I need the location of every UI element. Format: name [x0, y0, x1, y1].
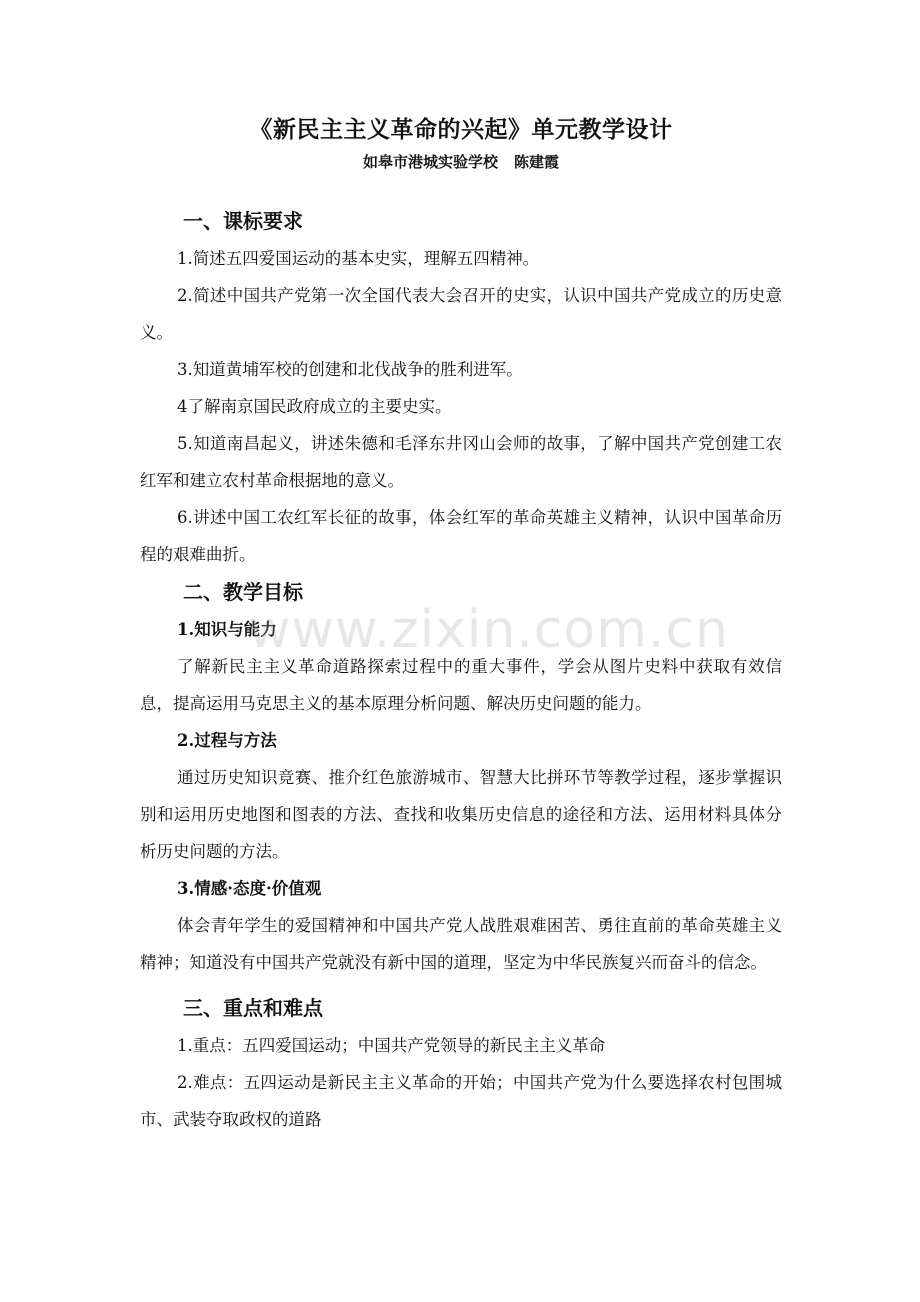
section-heading: 一、课标要求: [183, 209, 303, 233]
subheading-emotion-values: 3.情感·态度·价值观: [177, 879, 322, 898]
paragraph: 5.知道南昌起义，讲述朱德和毛泽东井冈山会师的故事，了解中国共产党创建工农红军和建立农村革命根据地的意义。: [140, 434, 782, 490]
subheading-process-method: 2.过程与方法: [177, 731, 277, 750]
section-heading: 三、重点和难点: [183, 996, 323, 1020]
paragraph: 体会青年学生的爱国精神和中国共产党人战胜艰难困苦、勇往直前的革命英雄主义精神；知道没有中国共产党就没有新中国的道理，坚定为中华民族复兴而奋斗的信念。: [140, 916, 782, 972]
author-name: 陈建霞: [514, 153, 560, 171]
paragraph: 2.简述中国共产党第一次全国代表大会召开的史实，认识中国共产党成立的历史意义。: [140, 286, 782, 342]
paragraph: 通过历史知识竞赛、推介红色旅游城市、智慧大比拼环节等教学过程，逐步掌握识别和运用历史地图和图表的方法、查找和收集历史信息的途径和方法、运用材料具体分析历史问题的方法。: [140, 768, 782, 861]
paragraph: 1.简述五四爱国运动的基本史实，理解五四精神。: [177, 249, 540, 268]
paragraph: 6.讲述中国工农红军长征的故事，体会红军的革命英雄主义精神，认识中国革命历程的艰难曲折。: [140, 508, 782, 564]
section-teaching-objectives: [140, 573, 782, 981]
section-heading: 二、教学目标: [183, 580, 303, 604]
document-page: [140, 110, 782, 1138]
paragraph: 1.重点：五四爱国运动；中国共产党领导的新民主主义革命: [177, 1036, 606, 1055]
document-title: 《新民主主义革命的兴起》单元教学设计: [249, 117, 673, 143]
section-curriculum-standards: [140, 202, 782, 573]
paragraph: 4了解南京国民政府成立的主要史实。: [177, 397, 452, 416]
subheading-knowledge-ability: 1.知识与能力: [177, 620, 277, 639]
document-author: [140, 150, 782, 174]
watermark: www.zixin.com.cn: [248, 600, 729, 660]
author-school: 如皋市港城实验学校: [362, 153, 498, 171]
paragraph: 3.知道黄埔军校的创建和北伐战争的胜利进军。: [177, 360, 523, 379]
paragraph: 了解新民主主义革命道路探索过程中的重大事件，学会从图片史料中获取有效信息，提高运用马克思主义的基本原理分析问题、解决历史问题的能力。: [140, 657, 782, 713]
paragraph: 2.难点：五四运动是新民主主义革命的开始；中国共产党为什么要选择农村包围城市、武装夺取政权的道路: [140, 1073, 782, 1129]
section-key-points: [140, 989, 782, 1138]
